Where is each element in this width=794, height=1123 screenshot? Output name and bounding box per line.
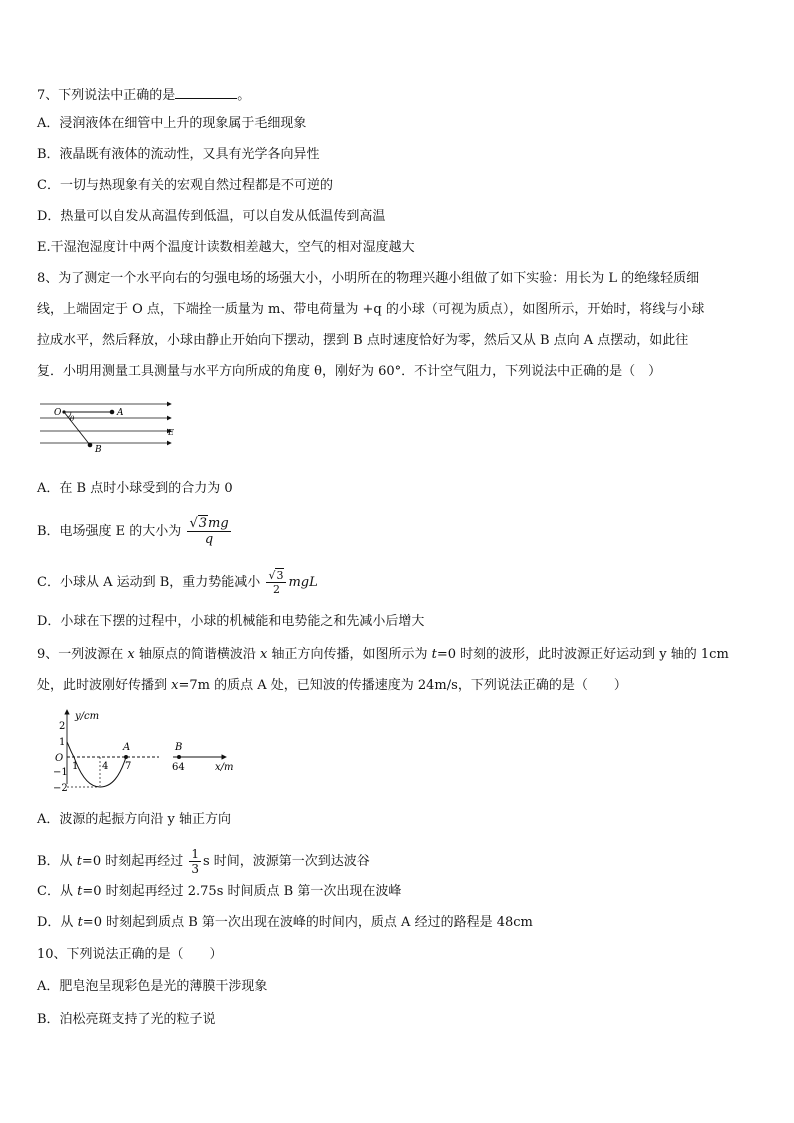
y-tick-minus-1: −1: [53, 767, 68, 778]
q8-stem-line-3: 拉成水平，然后释放，小球由静止开始向下摆动，摆到 B 点时速度恰好为零，然后又从 B 点向 A 点摆动，如此往: [37, 333, 689, 348]
origin-label: O: [55, 753, 64, 764]
ball-at-b: [88, 443, 93, 448]
x-axis-label: x/m: [215, 762, 234, 773]
field-strength-fraction: $\frac{√3mg}{q}$: [189, 516, 229, 547]
q9-stem-line-2: 处，此时波刚好传播到 x=7m 的质点 A 处，已知波的传播速度为 24m/s，下列说法正确的是（ ）: [37, 678, 627, 693]
q8-stem-line-4: 复．小明用测量工具测量与水平方向所成的角度 θ，刚好为 60°．不计空气阻力，下列说法中正确的是（ ）: [37, 364, 662, 379]
q7-option-b: B．液晶既有液体的流动性，又具有光学各向异性: [37, 147, 320, 162]
q9-option-d: D．从 t=0 时刻起到质点 B 第一次出现在波峰的时间内，质点 A 经过的路程是 48cm: [37, 915, 533, 930]
potential-energy-fraction: $\frac{√3}{2}$: [266, 570, 286, 595]
q8-stem-line-1: 8、为了测定一个水平向右的匀强电场的场强大小，小明所在的物理兴趣小组做了如下实验：用长为 L 的绝缘轻质细: [37, 271, 700, 286]
y-tick-minus-2: −2: [53, 783, 68, 794]
point-b: [177, 755, 181, 759]
q10-option-b: B．泊松亮斑支持了光的粒子说: [37, 1012, 216, 1027]
y-axis-label: y/cm: [75, 711, 100, 722]
pivot-point-o: [62, 410, 65, 413]
point-a: [124, 755, 128, 759]
q8-option-d: D．小球在下摆的过程中，小球的机械能和电势能之和先减小后增大: [37, 614, 425, 629]
time-fraction: $\frac{1}{3}$: [191, 847, 199, 876]
q8-option-b: B．电场强度 E 的大小为 $\frac{√3mg}{q}$: [37, 516, 229, 547]
q8-figure: [38, 398, 183, 460]
x-tick-4: 4: [102, 761, 109, 772]
label-a: A: [117, 408, 124, 418]
ball-at-a: [110, 410, 115, 415]
q8-stem-line-2: 线，上端固定于 O 点，下端拴一质量为 m、带电荷量为 +q 的小球（可视为质点），如图所示，开始时，将线与小球: [37, 302, 705, 317]
label-point-b: B: [175, 742, 183, 753]
y-tick-2: 2: [59, 721, 66, 732]
q7-option-c: C．一切与热现象有关的宏观自然过程都是不可逆的: [37, 178, 333, 193]
q9-option-c: C．从 t=0 时刻起再经过 2.75s 时间质点 B 第一次出现在波峰: [37, 884, 402, 899]
x-tick-7: 7: [125, 761, 132, 772]
q9-option-a: A．波源的起振方向沿 y 轴正方向: [37, 812, 231, 827]
x-tick-1: 1: [72, 761, 79, 772]
q8-option-c: C．小球从 A 运动到 B，重力势能减小 $\frac{√3}{2}$ mgL: [37, 569, 318, 596]
answer-blank[interactable]: [175, 86, 237, 99]
label-o: O: [54, 408, 62, 418]
label-b: B: [95, 445, 102, 455]
string-to-b: [64, 412, 90, 445]
label-e: E: [168, 428, 174, 437]
label-point-a: A: [123, 742, 131, 753]
q7-option-d: D．热量可以自发从高温传到低温，可以自发从低温传到高温: [37, 209, 386, 224]
q9-stem-line-1: 9、一列波源在 x 轴原点的简谐横波沿 x 轴正方向传播，如图所示为 t=0 时刻的波形，此时波源正好运动到 y 轴的 1cm: [37, 647, 729, 662]
q9-wave-figure: [48, 704, 244, 794]
q9-option-b: B．从 t=0 时刻起再经过 $\frac{1}{3}$ s 时间，波源第一次到达波谷: [37, 847, 370, 876]
q8-option-a: A．在 B 点时小球受到的合力为 0: [37, 481, 233, 496]
y-tick-1: 1: [59, 737, 66, 748]
x-tick-64: 64: [172, 762, 185, 773]
q10-option-a: A．肥皂泡呈现彩色是光的薄膜干涉现象: [37, 979, 268, 994]
label-theta: θ: [70, 415, 75, 423]
q7-option-a: A．浸润液体在细管中上升的现象属于毛细现象: [37, 116, 307, 131]
q10-stem: 10、下列说法正确的是（ ）: [37, 947, 223, 962]
q7-stem: 7、下列说法中正确的是 。: [37, 88, 251, 103]
q7-option-e: E.干湿泡湿度计中两个温度计读数相差越大，空气的相对湿度越大: [37, 240, 415, 255]
